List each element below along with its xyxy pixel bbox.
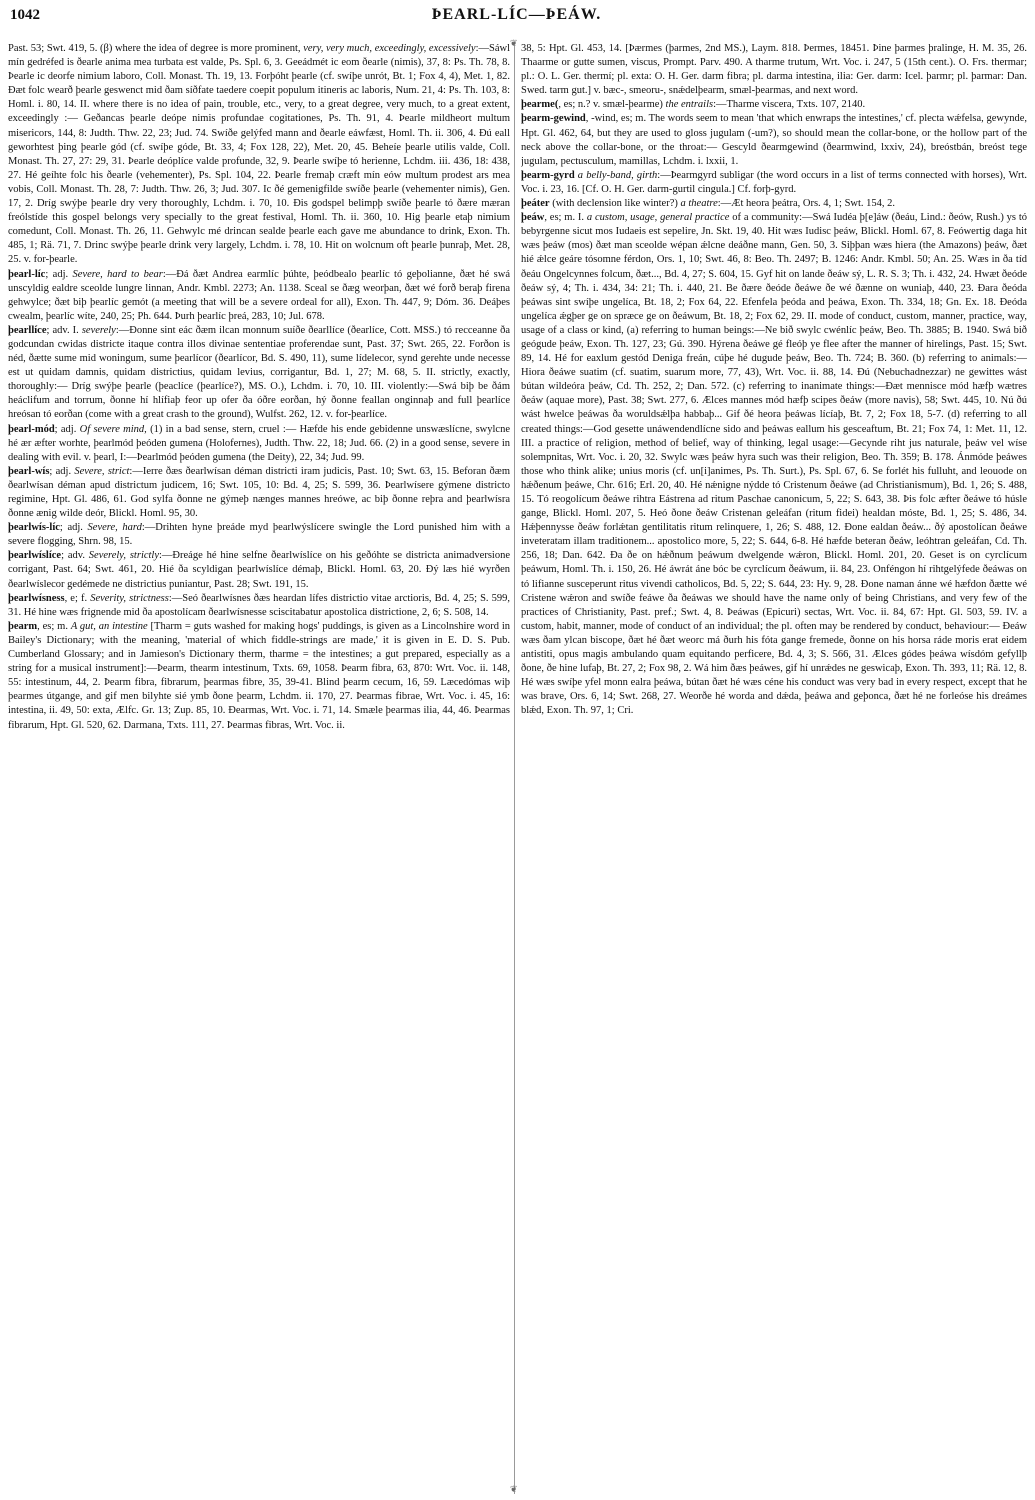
entry-body: :—Ierre ðæs ðearlwísan déman districti iram judicis, Past. 10; Swt. 63, 15. Beforan ðæm ðearlwísan déman apud districtum judicem, 16; Swt. 105, 10: Bd. 4, 25; S. 599, 36. Þearlwísere gýmene districto regimine, Hpt. Gl. 486, 61. God sylfa ðonne ne gýmeþ nænges mannes hreówe, ac biþ ðonne reþra and þearlwísra ðonne ænig wilde deór, Blickl. Homl. 95, 30.: [8, 465, 510, 520]
right-column: [521, 42, 1027, 1494]
dictionary-entry: [8, 268, 510, 324]
entry-grammar: , es; m.: [37, 620, 71, 632]
entry-body: :—Sáwl mín gedréfed is ðearle anima mea turbata est valde, Ps. Spl. 6, 3. Geeádmét ic eom ðearle (nimis), 37, 8: Ps. Th. 78, 8. Þearle ic deorfe nimium laboro, Coll. Monast. Th. 19, 13. Forþóht þearle (cf. swíþe unrót, Bt. 1; Fox 4, 4), Met. 1, 82. Ðæt folc wearð þearle geswenct mid ðam síðfate taedere coepit populum itineris ac laboris, Num. 21, 4: Ps. Th. 103, 8: Homl. i. 80, 14. II. where there is no idea of pain, trouble, etc., very, to a great degree, very much, to a great extent, exceedingly :— Geðancas þearle deópe nimis profundae cogitationes, Ps. Th. 91, 4. Þearle mildheort multum misericors, 144, 8: Judth. Thw. 22, 23; Jud. 74. Swíðe gelýfed mann and ðearle eáwfæst, Homl. Th. ii. 306, 4. Ðú eall geworhtest þing þearle gód (cf. swíþe góde, Bt. 33, 4; Fox 128, 22), Met. 20, 45. Beheíe þearle utilis valde, Coll. Monast. Th. 27, 27: 29, 31. Þearle deóplíce valde profunde, 32, 9. Þearle swíþe tó herienne, Lchdm. iii. 436, 18: 438, 27. Hé geíhte folc his ðearle (vehementer), Ps. Spl. 104, 22. Þearle fremaþ cræft mín eów multum prodest ars mea vobis, Coll. Monast. Th. 28, 7: Judth. Thw. 26, 3; Jud. 307. Ic ðé gemenigfilde swíðe þearle (vehementer nimis), Gen. 17, 2. Dríg swýþe þearle dry very thoroughly, Lchdm. i. 70, 10. Ðis godspel belimpþ swíðe þearle tó ðære mæran freólstíde this gospel belongs very specially to the great festival, Homl. Th. ii. 360, 10. Hig þearle etaþ nimium comedunt, Coll. Monast. Th. 26, 11. Gehwylc mé drincan sealde þearle each gave me abundance to drink, Exon. Th. 485, 1; Rä. 71, 7. Drinc swýþe þearle drink very largely, Lchdm. i. 78, 10. Hit on wolcnum oft þearle þunraþ, Met. 28, 25. v. for-þearle.: [8, 43, 510, 266]
entry-headword: þeáw: [521, 212, 545, 224]
entry-body: :—Tharme viscera, Txts. 107, 2140.: [713, 99, 866, 111]
entry-gloss: a custom, usage, general practice: [586, 212, 730, 224]
page-header: [10, 6, 1023, 32]
dictionary-entry: [521, 42, 1027, 98]
dictionary-entry: [8, 549, 510, 591]
dictionary-entry: [8, 465, 510, 521]
entry-body: :—Þearmgyrd subligar (the word occurs in a list of terms connected with horses), Wrt. Voc. i. 23, 16. [Cf. O. H. Ger. darm-gurtil cingula.] Cf. forþ-gyrd.: [521, 169, 1027, 195]
entry-body: :—Ðreáge hé hine selfne ðearlwíslíce on his geðóhte se districta animadversione corrigant, Past. 64; Swt. 461, 20. Hié ða scyldigan þearlwíslíce démaþ, Blickl. Homl. 63, 20. Ðý læs hié wyrðen ðearlwíslecor gedémede ne districtius puniantur, Past. 28; Swt. 191, 15.: [8, 550, 510, 590]
entry-headword: þearllíce: [8, 324, 47, 336]
entry-gloss: a belly-band, girth: [577, 169, 658, 181]
entry-headword: þearlwísness: [8, 592, 65, 604]
entry-headword: þearm-gewind: [521, 113, 586, 125]
entry-headword: þearm: [8, 620, 38, 632]
entry-gloss: very, very much, exceedingly, excessively: [303, 43, 476, 54]
entry-grammar: , e; f.: [64, 592, 91, 604]
dictionary-entry: [8, 620, 510, 733]
entry-grammar: 38, 5: Hpt. Gl. 453, 14. [Þærmes (þarmes, 2nd MS.), Laym. 818. Þermes, 18451. Þine þarmes þralinge, H. M. 35, 26. Thaarme or gutte sumen, viscus, Prompt. Parv. 490. A tharme trutum, Wrt. Voc. i. 247, 5 (15th cent.). O. Frs. thermar; pl.: O. L. Ger. thermí; pl. exta: O. H. Ger. darm fibra; pl. darma intestina, ilia: Ger. darm: Icel. þarmr; pl. þarmar: Dan. Swed. tarm gut.] v. bæc-, smeoru-, snǽdelþearm, smæl-þearmas, and next word.: [521, 43, 1027, 97]
dictionary-entry: [521, 112, 1027, 168]
entry-body: The words seem to mean 'that which enwraps the intestines,' cf. plecta wǽfelsa, gewynde, Hpt. Gl. 462, 64, but they are used to gloss jugulam (-um?), so should mean the collar-bone, or the hollow part of the neck above the collar-bone, or the throat:— Gescyld ðearmgewind (ðearmwind, lxxiv, 24), breóstbán, breóst tege jugulam, pectusculum, mamillas, Lchdm. i. lxxii, 1.: [521, 113, 1027, 167]
entry-body: :—Æt heora þeátra, Ors. 4, 1; Swt. 154, 2.: [717, 198, 896, 210]
entry-gloss: A gut, an intestine: [70, 620, 148, 632]
dictionary-entry: [8, 42, 510, 268]
entry-gloss: Severe, hard to bear: [72, 268, 163, 280]
divider-ornament-top-icon: ❦: [510, 38, 518, 48]
dictionary-entry: [521, 211, 1027, 718]
page-number: 1042: [10, 7, 40, 23]
entry-headword: þearl-líc: [8, 268, 46, 280]
entry-grammar: , -wind, es; m.: [585, 113, 649, 125]
entry-headword: þearm-gyrd: [521, 169, 575, 181]
entry-grammar: ; adj.: [54, 423, 80, 435]
entry-gloss: a theatre: [680, 198, 718, 210]
entry-grammar: ; adj.: [45, 268, 73, 280]
column-divider: [514, 42, 515, 1494]
entry-grammar: ; adv. I.: [46, 324, 82, 336]
entry-body: :—Ðá ðæt Andrea earmlíc þúhte, þeódbealo þearlíc tó geþolianne, ðæt hé swá unscyldig ealdre sceolde lungre linnan, Andr. Kmbl. 2273; An. 1138. Sceal se ðæg weorþan, ðæt wé forð beraþ firena gehwylce; ðæt biþ þearlíc gemót (a meeting that will be a severe ordeal for all), Exon. Th. 447, 9; Dóm. 36. Deáþes cwealm, þearlíc wíte, 240, 25; Ph. 644. Þurh þearlíc þreá, 283, 10; Jul. 678.: [8, 268, 510, 322]
entry-grammar: , es; n.? v. smæl-þearme): [558, 99, 666, 111]
divider-ornament-bottom-icon: ❦: [510, 1484, 518, 1494]
entry-headword: þearme(: [521, 99, 559, 111]
entry-body: :—Ðonne sint eác ðæm ilcan monnum suíðe ðearllíce (ðearlíce, Cott. MSS.) tó recceanne ða godcundan cwidas districte itaque contra illos divinae sententiae proferendae sunt, Past. 37; Swt. 265, 22. Forðon is néd, ðætte sume mid woningum, sume þearlícor (ðearlícor, Bd. S. 490, 11), sume lídelecor, synd gerehte unde necesse est ut quidam damnis, quidam districtius, quidam levius, corrigantur, Bd. 1, 27; M. 68, 5. II. strictly, exactly, thoroughly:— Dríg swýþe þearle (þeaclíce (þearlíce?), MS. O.), Lchdm. i. 70, 10. III. violently:—Swá biþ be ðám heáclifum and torrum, ðonne hí hlífiaþ feor up ofer ða óðre eorðan, hý ðonne feallan onginnaþ and full þearlíce hreósan tó eorðan (come with a great crash to the ground), Wulfst. 262, 12. v. for-þearlíce.: [8, 324, 510, 421]
entry-headword: þeáter: [521, 198, 550, 210]
dictionary-entry: [8, 592, 510, 620]
entry-body: (1) in a bad sense, stern, cruel :— Hæfde his ende gebidenne unswæslícne, swylcne hé ær æfter worhte, þearlmód þeóden gumena (Holofernes), Judth. Thw. 22, 18; Jud. 66. (2) in a good sense, severe in dealing with evil. v. þearl, I:—Þearlmód þeóden gumena (the Deity), 22, 34; Jud. 99.: [8, 423, 510, 463]
entry-grammar: Past. 53; Swt. 419, 5. (β) where the idea of degree is more prominent,: [8, 43, 304, 54]
dictionary-entry: [8, 324, 510, 423]
entry-headword: þearlwíslíce: [8, 550, 62, 562]
entry-body: of a community:—Swá Iudéa þ[e]áw (ðeáu, Lind.: ðeów, Rush.) ys tó bebyrgenne sicut mos Iudaeis est sepelire, Jn. Skt. 19, 40. Hit wæs Iudisc þeáw, Blickl. Homl. 67, 8. Feówertig daga hit wæs þeáw (mos) ðæt man sceolde wépan ǽlcne deáðne mann, Gen. 50, 3. Siþþan wæs hiera (the Amazons) þeáw, ðæt hié ǽlce geáre tósomne férdon, Ors. 1, 10; Swt. 46, 8: Beo. Th. 2497; B. 1246: Andr. Kmbl. 50; An. 25. Wæs in ða tíd ðeáu Ongelcynnes folcum, ðæt..., Bd. 4, 27; S. 604, 15. Gyf hit on lande ðeáw sý, L. R. S. 3; Th. i. 432, 24. Hwæt ðeóde ðeáw sý, 4; Th. i. 434, 34: 21; Th. i. 440, 21. Be ðære ðeóde ðeáwe ðe wé ðænne on wuniaþ, 440, 23. Ðara ðeóda þeáwas sint swíþe ungelíca, Bt. 18, 2; Fox 64, 22. Efenfela þeóda and þeáwa, Exon. Th. 334, 18; Gn. Ex. 18. Ðeóda ungelíca ǽgþer ge on spræce ge on ðeáwum, Bt. 18, 2; Fox 62, 29. II. mode of conduct, custom, manner, practice, way, usage of a class or kind, (a) referring to human beings:—Ne bið swylc cwénlíc þeáw, Beo. Th. 3885; B. 1940. Swá bið geógude þeáw, Exon. Th. 127, 23; Gú. 390. Hýrena ðeáwe gé fleóþ ye flee after the manner of hirelings, Past. 15; Swt. 89, 14. Hé for eaxlum gestód Deniga freán, cúþe hé dugude þeáw, Beo. Th. 724; B. 360. (b) referring to animals:—Hiora ðeáwe suatim (cf. suatim, suarum more, 77, 43), Wrt. Voc. ii. 88, 14. Ðú (Nebuchadnezzar) ne gewittes wást bútan wildeóra þeáw, Cd. Th. 252, 2; Dan. 572. (c) referring to inanimate things:—Ðæt mennisce mód hæfþ wætres ðeáw (aquae more), Past. 38; Swt. 277, 6. Ælces mannes mód hæfþ scipes ðeáw (more navis), 58; Swt. 445, 10. Nú ðú wást hwelce þeáwas ða woruldsǽlþa habbaþ... Gif ðé heora þeáwas lícíaþ, Bt. 7, 2; Fox 18, 5-7. (d) referring to all created things:—God gesette unáwendendlícne sido and þeáwas eallum his gesceaftum, Bt. 21; Fox 74, 1: Met. 11, 12. III. a practice of religion, method of belief, way of thinking, legal usage:—Gecynde riht jus naturale, þeáw vel wíse solempnitas, Wrt. Voc. i. 20, 32. Swylc wæs þeáw hyra such was their religion, Beo. Th. 359; B. 178. Ánmóde þeáwes those who think alike; unius moris (cf. un[i]animes, Ps. Th. Surt.), Ps. Spl. 67, 6. Se forlét his fulluht, and leouode on hǽðenum þeáwe, Chr. 616; Erl. 20, 40. Hé nǽnigne nýdde tó Cristenum ðeáwe (ad Christianismum), Bd. 1, 26; S. 488, 15. Tó reogolícum ðeáwe rihtra Eástrena ad ritum Paschae canonicum, 5, 22; S. 643, 38. Þis folc æfter ðeáwe tó húsle gange, Blickl. Homl. 207, 5. Heó ðone ðeáw Cristenan geleáfan (ritum fidei) healdan móste, Bd. 1, 25; S. 486, 34. Hǽþennysse ðeáw forlǽtan gentilitatis ritum relinquere, 1, 26; S. 488, 12. Ðone ealdan ðeáw... ðý apostolícan ðeáwe inveteratam illam traditionem... apostolico more, 5, 22; S. 644, 6-8. Hé hæfde beteran ðeáw, leóhtran geleáfan, Cd. Th. 256, 18; Dan. 642. Ða ðe on hǽðnum þeáwum dwelgende wǽron, Blickl. Homl. 201, 20. Geset is on cyrclícum þeáwum, Homl. Th. i. 150, 26. Hé áwrát áne bóc be cyrclícum ðeáwum, ii. 84, 23. Onféngon hí rihtgelýfede ðeáwas on tó lifianne susceperunt ritus vivendi catholicos, Bd. 5, 22; S. 644, 23: Hy. 9, 28. Ðone naman ánne wé hæfdon ðætte wé Cristene wǽron and swíðe feáwe ða ðeáwas we should have the name only of being Christians, and very few of the practices of Christianity, Past. pref.; Swt. 4, 8. Þeáwas (Epicuri) sectas, Wrt. Voc. ii. 84, 67: Hpt. Gl. 503, 59. IV. a custom, habit, manner, mode of conduct of an individual; the pl. often may be rendered by conduct, behaviour:— Ðeáw wæs ðam ylcan biscope, ðæt hé ðæt weorc má ðurh his fóta gange fremede, ðonne on his horsa ráde moris erat eidem antistiti, opus magis ambulando quam equitando perficere, Bd. 4, 3; S. 566, 31. Ælces gódes þeáwa wísdóm gefyllþ ðone, ðe hine lufaþ, Bt. 27, 2; Fox 98, 2. Wá him ðæs þeáwes, gif hí unrǽdes ne geswicaþ, Exon. Th. 393, 11; Rä. 12, 8. Hé wæs swíþe yfel monn ealra þeáwa, bútan ðæt hé wæs céne his conduct was very bad in every respect, except that he was brave, Ors. 6, 14; Swt. 268, 27. Weorðe hé worda and dǽda, þeáwa and geþonca, ðæt hé ne forleóse his dreámes blǽd, Exon. Th. 97, 1; Cri.: [521, 212, 1027, 717]
entry-gloss: the entrails: [665, 99, 714, 111]
entry-gloss: Severe, hard: [87, 522, 142, 534]
entry-headword: þearl-wís: [8, 465, 50, 477]
dictionary-entry: [8, 423, 510, 465]
entry-grammar: ; adj.: [49, 465, 75, 477]
dictionary-entry: [521, 169, 1027, 197]
entry-grammar: (with declension like winter?): [549, 198, 681, 210]
entry-grammar: ; adj.: [59, 522, 88, 534]
entry-gloss: Severity, strictness: [90, 592, 169, 604]
entry-grammar: ; adv.: [61, 550, 89, 562]
running-head: ÞEARL-LÍC—ÞEÁW.: [431, 6, 602, 23]
entry-gloss: Of severe mind,: [79, 423, 147, 435]
entry-headword: þearl-mód: [8, 423, 55, 435]
dictionary-entry: [521, 98, 1027, 112]
entry-headword: þearlwís-líc: [8, 522, 60, 534]
entry-gloss: Severe, strict: [74, 465, 130, 477]
entry-grammar: , es; m. I.: [544, 212, 587, 224]
dictionary-entry: [8, 521, 510, 549]
entry-body: [Tharm = guts washed for making hogs' puddings, is given as a Lincolnshire word in Bailey's Dictionary; with the meaning, 'material of which fiddle-strings are made,' it is given in E. D. S. Pub. Cumberland Glossary; and in Jamieson's Dictionary therm, tharme = the intestines; a gut prepared, especially as a string for a musical instrument]:—Þearm, thearm intestinum, Txts. 69, 1058. Þearm fibra, 63, 870: Wrt. Voc. ii. 148, 55: intestinum, 44, 2. Þearm fibra, fibrarum, þearmas fibre, 35, 39-41. Blind þearm cecum, 16, 59. Læcedómas wiþ þearmes útgange, and gif men bilyhte sié ymb ðone þearm, Lchdm. ii. 170, 27. Þearmas fibrae, Wrt. Voc. i. 45, 16: intestina, ii. 49, 50: exta, Ælfc. Gr. 13; Zup. 85, 10. Ðearmas, Wrt. Voc. i. 71, 14. Smæle þearmas ilia, 44, 46. Þearmas fibrarum, Hpt. Gl. 520, 62. Darmana, Txts. 111, 27. Þearmas fibras, Wrt. Voc. ii.: [8, 620, 510, 731]
entry-body: :—Seó ðearlwísnes ðæs heardan lífes districtio vitae arctioris, Bd. 4, 25; S. 599, 31. Hé hine wæs frignende mid ða apostolícam ðearlwísnesse sciscitabatur apostolica districtione, 2, 6; S. 508, 14.: [8, 592, 510, 618]
entry-gloss: severely: [81, 324, 116, 336]
dictionary-entry: [521, 197, 1027, 211]
entry-gloss: Severely, strictly: [88, 550, 160, 562]
left-column: [8, 42, 510, 1494]
entry-body: :—Drihten hyne þreáde myd þearlwýslícere swingle the Lord punished him with a severe flogging, Shrn. 98, 15.: [8, 522, 510, 548]
